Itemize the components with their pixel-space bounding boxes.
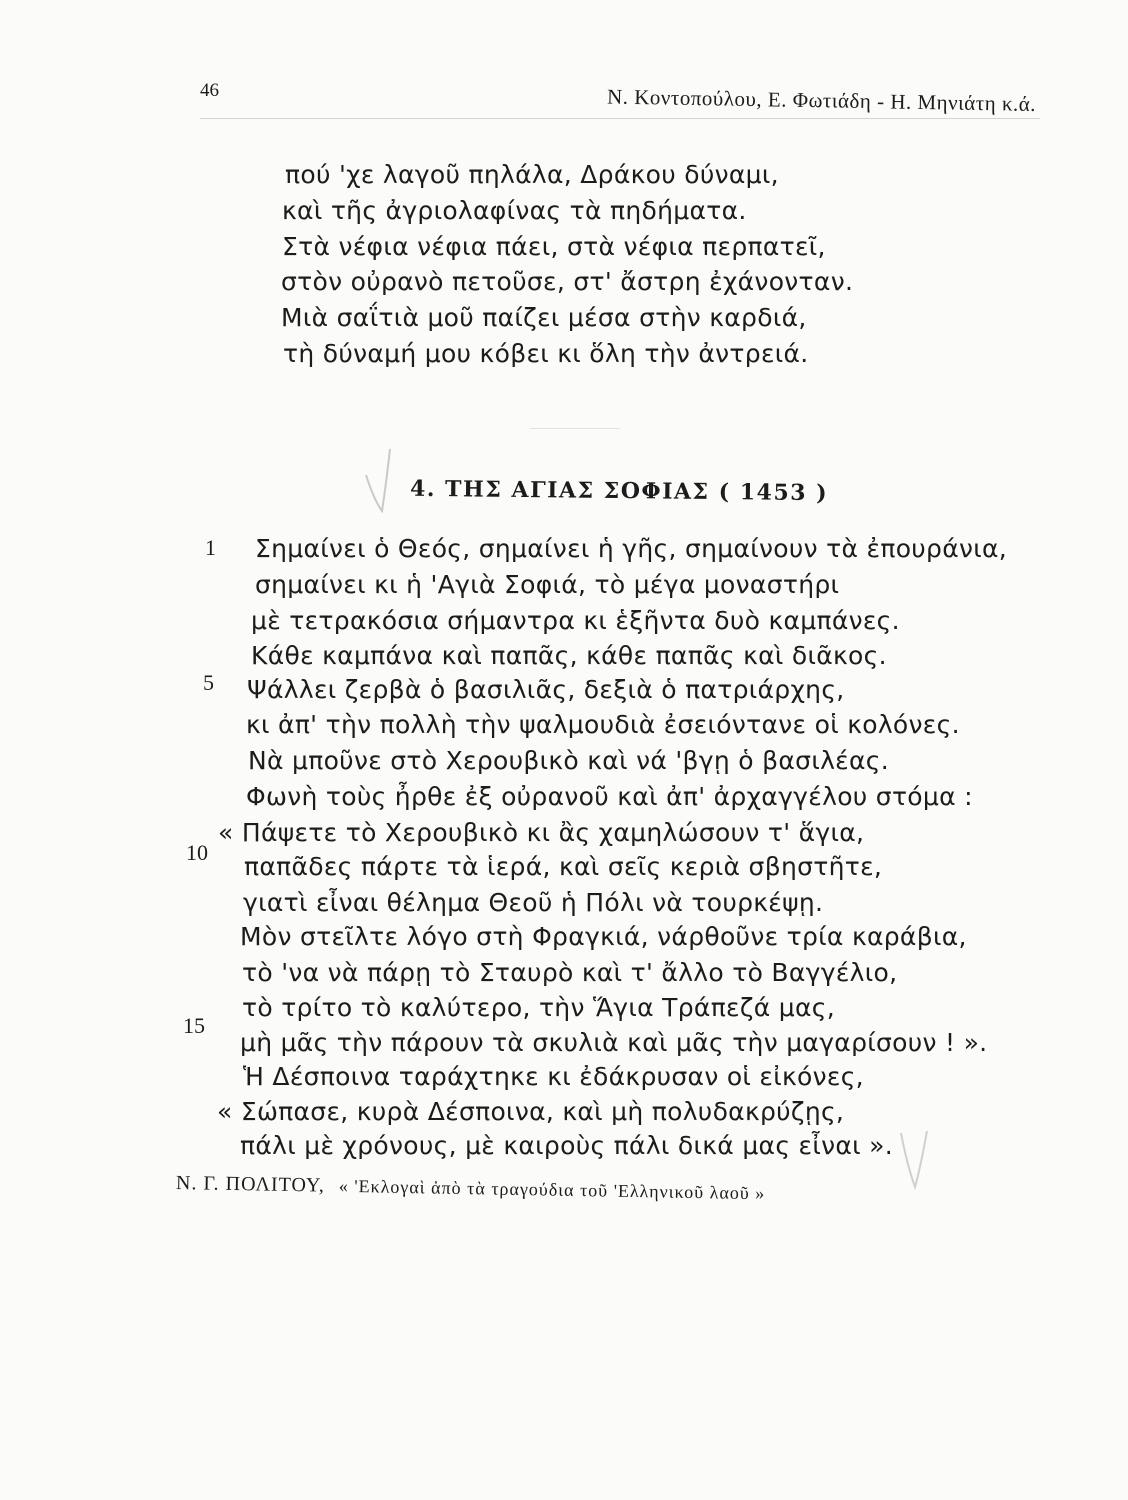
pencil-check-mark-icon [360, 445, 400, 520]
poem-line: μὲ τετρακόσια σήμαντρα κι ἑξῆντα δυὸ καμπάνες. [251, 606, 900, 635]
source-citation [176, 1172, 766, 1205]
line-number: 5 [203, 670, 214, 695]
pencil-check-mark-icon [895, 1125, 935, 1195]
top-poem-line: Μιὰ σαΐτιὰ μοῦ παίζει μέσα στὴν καρδιά, [281, 303, 807, 332]
top-poem-line: Στὰ νέφια νέφια πάει, στὰ νέφια περπατεῖ, [282, 232, 826, 261]
top-poem-line: πού 'χε λαγοῦ πηλάλα, Δράκου δύναμι, [285, 160, 779, 189]
section-title: 4. ΤΗΣ ΑΓΙΑΣ ΣΟΦΙΑΣ ( 1453 ) [409, 475, 829, 507]
poem-line: Σημαίνει ὁ Θεός, σημαίνει ἡ γῆς, σημαίνουν τὰ ἐπουράνια, [255, 534, 1008, 563]
top-poem-line: τὴ δύναμή μου κόβει κι ὅλη τὴν ἀντρειά. [283, 339, 809, 368]
poem-line: Ἡ Δέσποινα ταράχτηκε κι ἐδάκρυσαν οἱ εἰκόνες, [243, 1062, 864, 1091]
source-author: Ν. Γ. ΠΟΛΙΤΟΥ, [175, 1172, 326, 1197]
poem-line: τὸ 'να νὰ πάρῃ τὸ Σταυρὸ καὶ τ' ἄλλο τὸ Βαγγέλιο, [242, 958, 898, 987]
poem-line: τὸ τρίτο τὸ καλύτερο, τὴν Ἅγια Τράπεζά μας, [242, 993, 835, 1022]
line-number: 1 [205, 535, 216, 560]
page-number: 46 [200, 80, 219, 101]
poem-line: κι ἀπ' τὴν πολλὴ τὴν ψαλμουδιὰ ἐσειόντανε οἱ κολόνες. [246, 710, 960, 739]
poem-line: παπᾶδες πάρτε τὰ ἱερά, καὶ σεῖς κεριὰ σβηστῆτε, [244, 852, 883, 881]
poem-line: σημαίνει κι ἡ 'Αγιὰ Σοφιά, τὸ μέγα μοναστήρι [255, 570, 840, 599]
poem-line: γιατὶ εἶναι θέλημα Θεοῦ ἡ Πόλι νὰ τουρκέψῃ. [243, 888, 824, 917]
top-poem-line: καὶ τῆς ἀγριολαφίνας τὰ πηδήματα. [282, 196, 747, 225]
poem-line: « Πάψετε τὸ Χερουβικὸ κι ἂς χαμηλώσουν τ' ἅγια, [218, 818, 865, 847]
source-work: « 'Εκλογαὶ ἀπὸ τὰ τραγούδια τοῦ 'Ελληνικοῦ λαοῦ » [338, 1175, 766, 1204]
poem-line: μὴ μᾶς τὴν πάρουν τὰ σκυλιὰ καὶ μᾶς τὴν μαγαρίσουν ! ». [240, 1028, 988, 1057]
header-rule [200, 118, 1040, 119]
poem-line: Ψάλλει ζερβὰ ὁ βασιλιᾶς, δεξιὰ ὁ πατριάρχης, [247, 675, 845, 704]
line-number: 10 [186, 840, 208, 865]
line-number: 15 [183, 1013, 205, 1038]
poem-line: Μὸν στεῖλτε λόγο στὴ Φραγκιά, νάρθοῦνε τρία καράβια, [240, 922, 967, 951]
top-poem-line: στὸν οὐρανὸ πετοῦσε, στ' ἄστρη ἐχάνονταν. [281, 267, 854, 296]
poem-line: Φωνὴ τοὺς ἦρθε ἐξ οὐρανοῦ καὶ ἀπ' ἀρχαγγέλου στόμα : [246, 782, 973, 811]
poem-line: πάλι μὲ χρόνους, μὲ καιροὺς πάλι δικά μας εἶναι ». [240, 1131, 893, 1160]
section-divider [530, 428, 620, 429]
poem-line: Κάθε καμπάνα καὶ παπᾶς, κάθε παπᾶς καὶ διᾶκος. [251, 641, 887, 670]
poem-line: « Σώπασε, κυρὰ Δέσποινα, καὶ μὴ πολυδακρύζῃς, [217, 1097, 845, 1126]
poem-line: Νὰ μποῦνε στὸ Χερουβικὸ καὶ νά 'βγῃ ὁ βασιλέας. [248, 746, 889, 775]
running-head: Ν. Κοντοπούλου, Ε. Φωτιάδη - Η. Μηνιάτη κ.ά. [606, 84, 1037, 116]
